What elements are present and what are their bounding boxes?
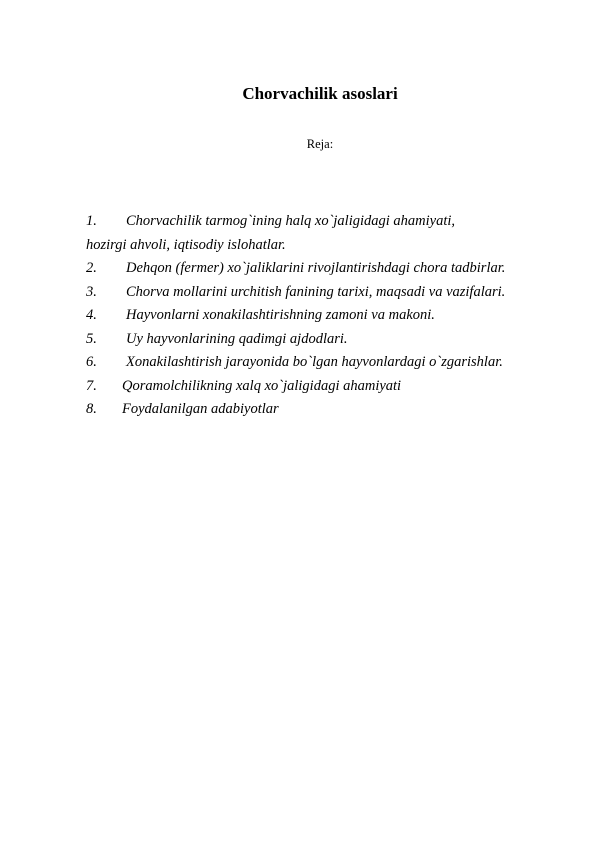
plan-item — [86, 210, 556, 257]
plan-item-text: Chorvachilik tarmog`ining halq xo`jaligidagi ahamiyati, — [126, 213, 456, 229]
plan-list — [86, 210, 556, 422]
plan-item-text: Dehqon (fermer) xo`jaliklarini rivojlantirishdagi chora tadbirlar. — [126, 260, 506, 276]
plan-item-number: 2. — [86, 260, 97, 276]
plan-item — [86, 398, 556, 422]
plan-item-text: Chorva mollarini urchitish fanining tarixi, maqsadi va vazifalari. — [126, 283, 506, 300]
plan-item-number: 7. — [86, 377, 97, 394]
plan-item-number: 8. — [86, 401, 97, 417]
plan-item-number: 6. — [86, 354, 97, 370]
plan-item-continuation: hozirgi ahvoli, iqtisodiy islohatlar. — [86, 236, 286, 253]
plan-item-number: 1. — [86, 213, 97, 229]
plan-item — [86, 375, 556, 399]
plan-item-number: 5. — [86, 330, 97, 347]
plan-item — [86, 281, 556, 305]
plan-item-number: 3. — [86, 283, 97, 300]
page-subtitle: Reja: — [306, 137, 334, 151]
plan-item — [86, 304, 556, 328]
plan-item — [86, 257, 556, 281]
plan-item-text: Qoramolchilikning xalq xo`jaligidagi ahamiyati — [122, 377, 402, 394]
plan-item-number: 4. — [86, 307, 97, 323]
plan-item-text: Hayvonlarni xonakilashtirishning zamoni va makoni. — [126, 307, 435, 323]
plan-item-text: Uy hayvonlarining qadimgi ajdodlari. — [126, 330, 348, 347]
plan-item — [86, 328, 556, 352]
page-title: Chorvachilik asoslari — [242, 84, 398, 103]
plan-item-text: Foydalanilgan adabiyotlar — [122, 401, 279, 417]
plan-item — [86, 351, 556, 375]
plan-item-text: Xonakilashtirish jarayonida bo`lgan hayvonlardagi o`zgarishlar. — [126, 354, 503, 370]
